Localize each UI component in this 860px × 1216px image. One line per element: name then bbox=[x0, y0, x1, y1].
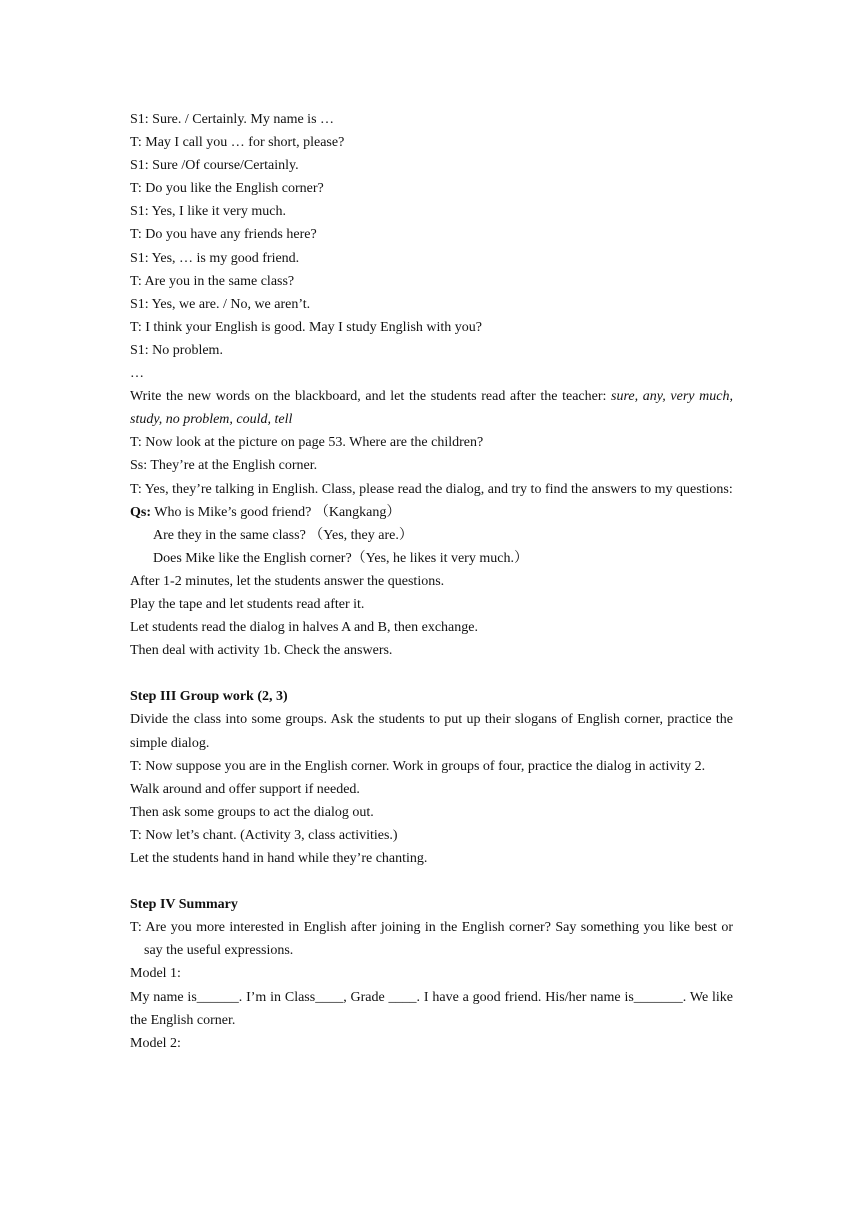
step3-paragraph: Divide the class into some groups. Ask the students to put up their slogans of English corner, practice the simple dialog. bbox=[130, 712, 733, 751]
model1-text: My name is______. I’m in Class____, Grade ____. I have a good friend. His/her name is_______. We like the English corner. bbox=[130, 989, 733, 1028]
dialog-line: S1: No problem. bbox=[130, 342, 223, 358]
dialog-line: Ss: They’re at the English corner. bbox=[130, 458, 318, 474]
procedure-line: Let the students hand in hand while they’re chanting. bbox=[130, 851, 428, 866]
new-words-intro: Write the new words on the blackboard, and let the students read after the teacher: bbox=[130, 389, 612, 405]
dialog-line: T: I think your English is good. May I study English with you? bbox=[130, 319, 483, 335]
step3-heading: Step III Group work (2, 3) bbox=[130, 689, 288, 705]
questions-label: Qs: bbox=[130, 504, 151, 520]
dialog-line: T: Are you in the same class? bbox=[130, 273, 295, 289]
dialog-line: T: Now look at the picture on page 53. Where are the children? bbox=[130, 435, 484, 451]
read-dialog-instruction: T: Yes, they’re talking in English. Class, please read the dialog, and try to find the answers to my questions: bbox=[130, 481, 733, 497]
ellipsis-line: … bbox=[130, 366, 144, 382]
procedure-line: Then ask some groups to act the dialog out. bbox=[130, 804, 374, 820]
spacer bbox=[130, 662, 733, 685]
question-text: Who is Mike’s good friend? （Kangkang） bbox=[151, 504, 401, 520]
procedure-line: Walk around and offer support if needed. bbox=[130, 781, 360, 797]
dialog-line: T: Do you like the English corner? bbox=[130, 181, 324, 197]
spacer bbox=[130, 870, 733, 893]
dialog-line: S1: Yes, I like it very much. bbox=[130, 204, 286, 220]
question-line bbox=[130, 501, 733, 524]
procedure-line: After 1-2 minutes, let the students answer the questions. bbox=[130, 573, 445, 589]
procedure-line: Play the tape and let students read after it. bbox=[130, 596, 365, 612]
procedure-line: Let students read the dialog in halves A and B, then exchange. bbox=[130, 620, 478, 636]
dialog-line: S1: Yes, we are. / No, we aren’t. bbox=[130, 296, 311, 312]
dialog-line: S1: Sure /Of course/Certainly. bbox=[130, 158, 299, 174]
dialog-line: T: Do you have any friends here? bbox=[130, 227, 317, 243]
model2-label: Model 2: bbox=[130, 1035, 181, 1051]
dialog-line: S1: Yes, … is my good friend. bbox=[130, 250, 300, 266]
new-words-paragraph bbox=[130, 385, 733, 431]
model1-label: Model 1: bbox=[130, 966, 181, 982]
dialog-line: T: May I call you … for short, please? bbox=[130, 135, 345, 151]
procedure-line: T: Now let’s chant. (Activity 3, class activities.) bbox=[130, 827, 398, 843]
lesson-plan-body bbox=[130, 108, 733, 1055]
procedure-line: Then deal with activity 1b. Check the answers. bbox=[130, 643, 393, 659]
step4-heading: Step IV Summary bbox=[130, 897, 238, 913]
step4-paragraph: T: Are you more interested in English after joining in the English corner? Say something you like best or say the useful expressions. bbox=[130, 920, 733, 959]
dialog-line: S1: Sure. / Certainly. My name is … bbox=[130, 112, 335, 127]
step3-instruction: T: Now suppose you are in the English corner. Work in groups of four, practice the dialog in activity 2. bbox=[130, 758, 706, 774]
question-line: Does Mike like the English corner?（Yes, he likes it very much.） bbox=[153, 550, 528, 566]
new-words-list: sure, any, very much, study, no problem, could, tell bbox=[130, 389, 733, 428]
question-line: Are they in the same class? （Yes, they are.） bbox=[153, 527, 413, 543]
